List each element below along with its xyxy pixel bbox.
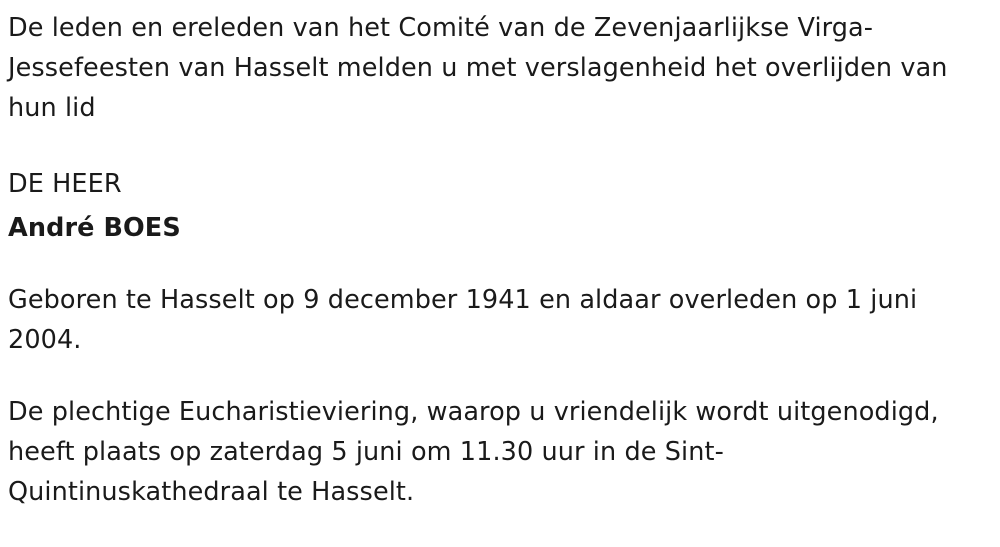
spacer: [8, 128, 976, 164]
service-details-paragraph: De plechtige Eucharistieviering, waarop u vriendelijk wordt uitgenodigd, heeft plaats op zaterdag 5 juni om 11.30 uur in de Sint-Quintinuskathedraal te Hasselt.: [8, 397, 939, 507]
notice-salutation: DE HEER: [8, 169, 122, 199]
notice-intro-paragraph: De leden en ereleden van het Comité van de Zevenjaarlijkse Virga-Jessefeesten van Hasselt melden u met verslagenheid het overlijden van hun lid: [8, 13, 948, 123]
spacer: [8, 248, 976, 280]
life-dates-paragraph: Geboren te Hasselt op 9 december 1941 en aldaar overleden op 1 juni 2004.: [8, 285, 918, 355]
deceased-name: André BOES: [8, 213, 181, 243]
spacer: [8, 360, 976, 392]
